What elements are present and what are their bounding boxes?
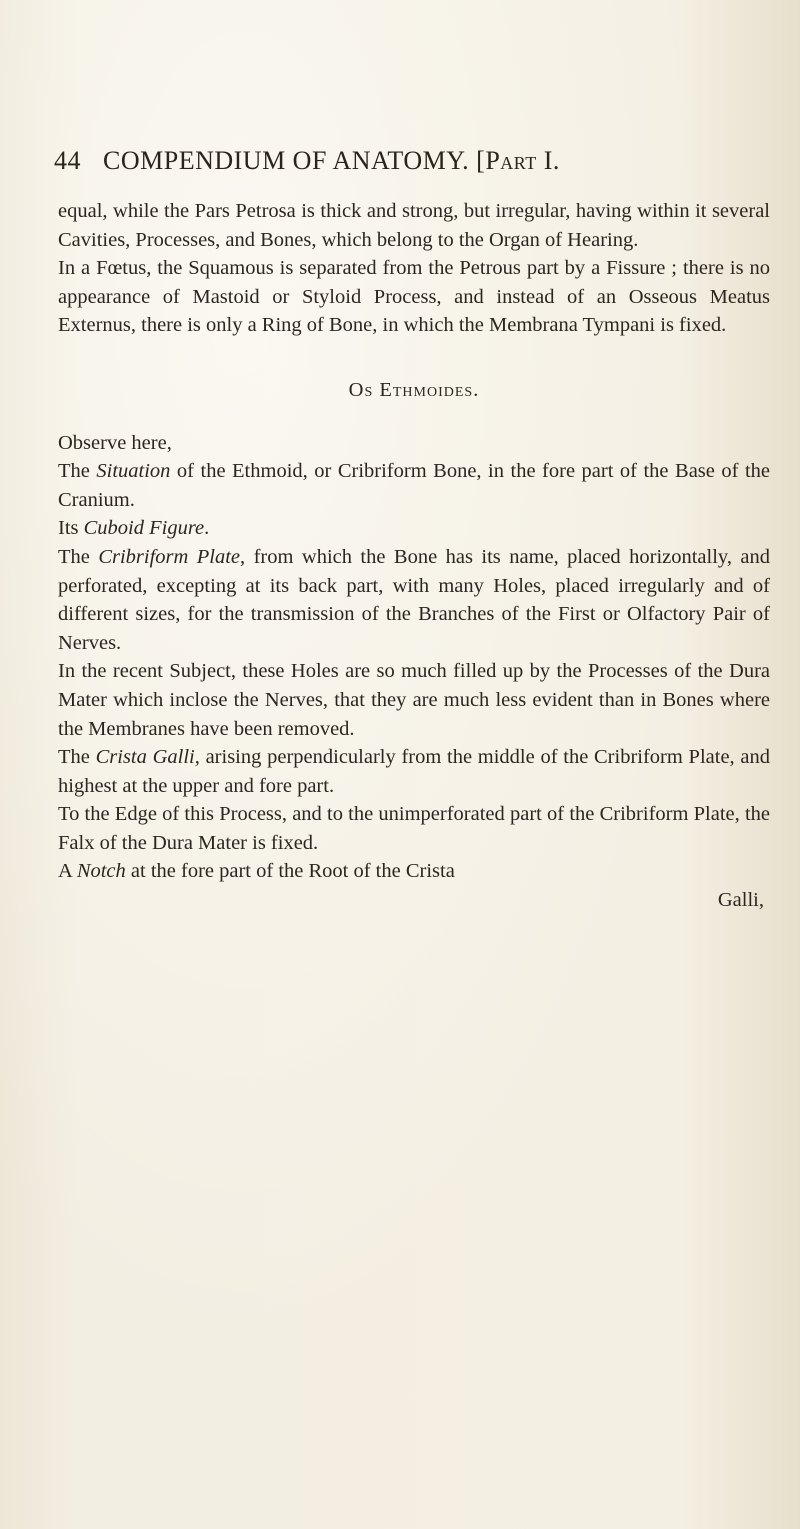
paragraph-continuation: equal, while the Pars Petrosa is thick and strong, but irregular, having within it several Cavities, Processes, and Bones, which belong to the Organ of Hearing. (58, 200, 770, 251)
running-head (54, 146, 774, 176)
item-crista-galli: The Crista Galli, arising perpendicularly from the middle of the Cribriform Plate, and highest at the upper and fore part. (58, 746, 770, 797)
paragraph-foetus: In a Fœtus, the Squamous is separated from the Petrous part by a Fissure ; there is no appearance of Mastoid or Styloid Process, and instead of an Osseous Meatus Externus, there is only a Ring of Bone, in which the Membrana Tympani is fixed. (58, 257, 770, 337)
item-falx: To the Edge of this Process, and to the unimperforated part of the Cribriform Plate, the Falx of the Dura Mater is fixed. (58, 803, 770, 854)
observe-line: Observe here, (58, 431, 172, 454)
body-text (58, 197, 770, 915)
running-title: COMPENDIUM OF ANATOMY. (103, 146, 470, 175)
catchword: Galli, (717, 889, 764, 912)
section-heading: Os Ethmoides. (348, 378, 480, 401)
page-number: 44 (54, 146, 81, 175)
item-recent-subject: In the recent Subject, these Holes are so much filled up by the Processes of the Dura Mater which inclose the Nerves, that they are much less evident than in Bones where the Membranes have been removed. (58, 660, 770, 740)
item-figure: Its Cuboid Figure. (58, 517, 210, 540)
item-notch: A Notch at the fore part of the Root of the Crista (58, 860, 455, 883)
item-situation: The Situation of the Ethmoid, or Cribriform Bone, in the fore part of the Base of the Cranium. (58, 460, 770, 511)
item-cribriform-plate: The Cribriform Plate, from which the Bone has its name, placed horizontally, and perforated, excepting at its back part, with many Holes, placed irregularly and of different sizes, for the transmission of the Branches of the First or Olfactory Pair of Nerves. (58, 545, 771, 654)
part-label: [Part I. (476, 146, 560, 175)
